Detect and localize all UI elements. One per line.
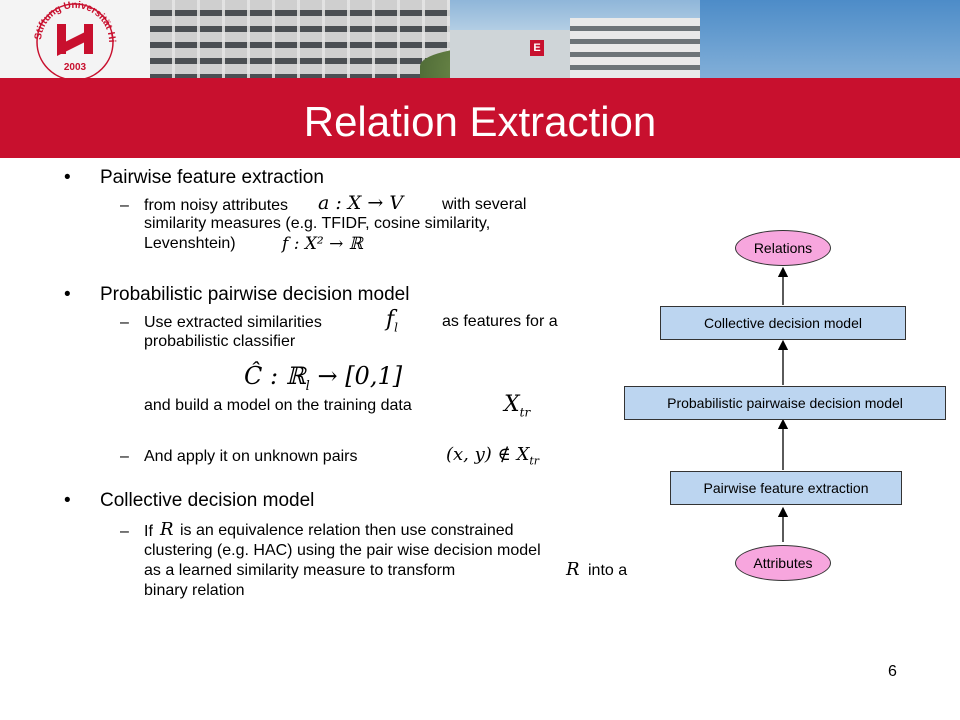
slide-title: Relation Extraction [303, 98, 657, 145]
sub-bullet-line-1-end: with several [442, 196, 527, 213]
dash-marker: – [120, 448, 129, 465]
bullet-marker: • [64, 167, 71, 188]
math-pairs: (x, y) ∉ X [446, 444, 530, 465]
bullet-marker: • [64, 284, 71, 305]
node-relations: Relations [735, 230, 831, 266]
math-f: f [386, 307, 395, 332]
sub-bullet-line-2: similarity measures (e.g. TFIDF, cosine similarity, [144, 215, 491, 232]
math-x: X [504, 392, 520, 417]
math-classifier-subscript: l [305, 378, 310, 394]
math-f-subscript: l [394, 320, 398, 335]
math-pairs-subscript: tr [529, 454, 540, 468]
node-attributes: Attributes [735, 545, 831, 581]
sub-bullet-line-1: Use extracted similarities [144, 314, 322, 331]
bullet-text: Pairwise feature extraction [100, 167, 324, 188]
sub-bullet-line-1-end: as features for a [442, 313, 558, 330]
node-collective-decision-model: Collective decision model [660, 306, 906, 340]
math-similarity-mapping: f : X² → ℝ [282, 234, 363, 254]
node-pairwise-feature-extraction: Pairwise feature extraction [670, 471, 902, 505]
math-classifier-head: Ĉ : ℝ [244, 362, 306, 390]
dash-marker: – [120, 523, 129, 540]
page-number: 6 [888, 663, 897, 680]
bullet-marker: • [64, 490, 71, 511]
sub-bullet-line-3: and build a model on the training data [144, 397, 412, 414]
sub-bullet-line-1: And apply it on unknown pairs [144, 448, 358, 465]
sub-bullet-line-1-end: is an equivalence relation then use constrained [180, 522, 514, 539]
sub-bullet-line-1: from noisy attributes [144, 197, 289, 214]
bullet-text: Probabilistic pairwise decision model [100, 284, 410, 305]
sub-bullet-line-3: as a learned similarity measure to transform [144, 562, 456, 579]
sub-bullet-line-2: clustering (e.g. HAC) using the pair wise decision model [144, 542, 541, 559]
building-sign: E [530, 40, 544, 56]
sub-bullet-if: If [144, 523, 153, 540]
sub-bullet-line-3: Levenshtein) [144, 235, 236, 252]
svg-text:Stiftung Universität Hildeshei: Stiftung Universität Hi [32, 0, 118, 43]
sub-bullet-line-3-end: into a [588, 562, 628, 579]
math-r: R [160, 519, 174, 540]
dash-marker: – [120, 197, 129, 214]
dash-marker: – [120, 314, 129, 331]
math-classifier-tail: → [0,1] [309, 362, 403, 390]
math-x-subscript: tr [519, 405, 531, 420]
svg-text:2003: 2003 [63, 62, 87, 73]
sub-bullet-line-2: probabilistic classifier [144, 333, 296, 350]
sub-bullet-line-4: binary relation [144, 582, 245, 599]
bullet-text: Collective decision model [100, 490, 315, 511]
math-attribute-mapping: a : X → V [318, 192, 404, 214]
math-r-transform: R [566, 559, 580, 580]
node-probabilistic-decision-model: Probabilistic pairwaise decision model [624, 386, 946, 420]
